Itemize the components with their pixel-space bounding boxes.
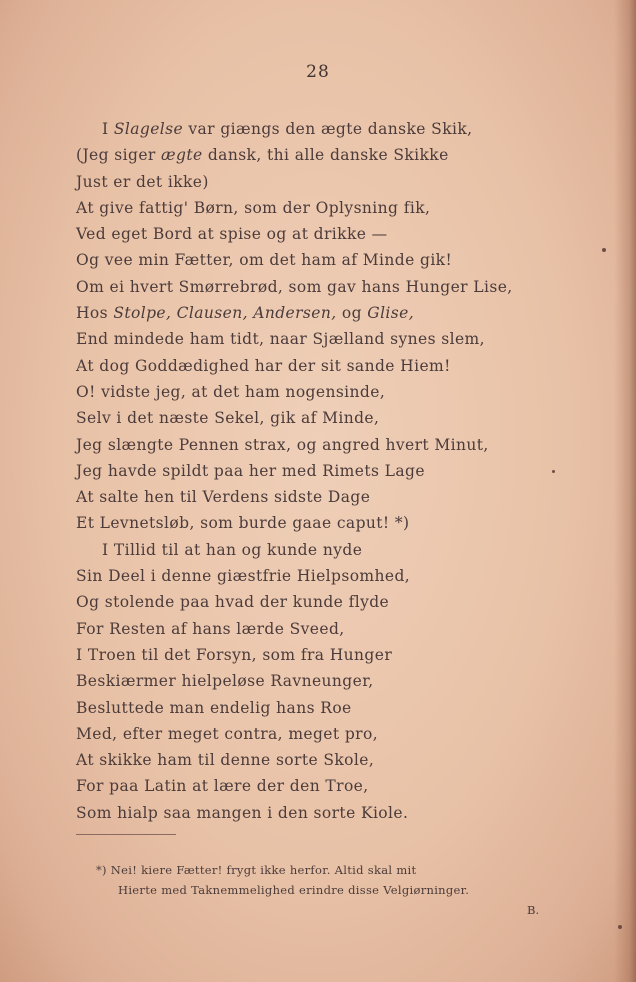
italic-name: Stolpe, Clausen, Andersen,	[113, 304, 337, 323]
poem-line	[76, 300, 616, 326]
line-text: I Tillid til at han og kunde nyde	[102, 540, 363, 559]
poem-line	[76, 353, 616, 379]
line-text: Med, efter meget contra, meget pro,	[76, 724, 379, 743]
line-text: Just er det ikke)	[76, 172, 209, 191]
paper-speck	[602, 248, 606, 252]
paper-speck	[618, 925, 622, 929]
poem-line	[76, 405, 616, 431]
line-text: I Troen til det Forsyn, som fra Hunger	[76, 645, 393, 664]
line-text: (Jeg siger	[76, 146, 162, 165]
line-text: Som hialp saa mangen i den sorte Kiole.	[76, 803, 409, 822]
poem-line	[76, 484, 616, 510]
page-number: 28	[306, 62, 330, 82]
footnote	[96, 860, 576, 900]
poem-line	[76, 510, 616, 536]
poem-line	[76, 142, 616, 168]
page-edge-shadow	[614, 0, 636, 982]
line-text: At dog Goddædighed har der sit sande Hiem!	[76, 356, 451, 375]
paper-speck	[552, 470, 555, 473]
footnote-signature: B.	[527, 903, 540, 917]
line-text: For Resten af hans lærde Sveed,	[76, 619, 345, 638]
line-text: Hos	[76, 304, 114, 323]
italic-name: Slagelse	[113, 120, 184, 138]
poem-line	[76, 773, 616, 799]
line-text: dansk, thi alle danske Skikke	[202, 146, 449, 165]
line-text: Beskiærmer hielpeløse Ravneunger,	[76, 672, 374, 691]
poem-line	[76, 379, 616, 405]
footnote-divider	[76, 834, 176, 835]
line-text: Selv i det næste Sekel, gik af Minde,	[76, 409, 380, 428]
line-text: At skikke ham til denne sorte Skole,	[76, 751, 375, 770]
poem-line	[76, 537, 616, 563]
line-text: Og stolende paa hvad der kunde flyde	[76, 593, 390, 612]
line-text: Ved eget Bord at spise og at drikke —	[76, 225, 388, 244]
poem-line	[76, 721, 616, 747]
poem-line	[76, 274, 616, 300]
line-text: Og vee min Fætter, om det ham af Minde gik!	[76, 251, 453, 270]
line-text: Jeg havde spildt paa her med Rimets Lage	[76, 461, 425, 480]
poem-line	[76, 169, 616, 195]
poem-line	[76, 642, 616, 668]
line-text: og	[336, 304, 368, 323]
line-text: Jeg slængte Pennen strax, og angred hvert Minut,	[76, 435, 489, 454]
poem-line	[76, 563, 616, 589]
poem-line	[76, 458, 616, 484]
poem-line	[76, 589, 616, 615]
italic-name: ægte	[161, 146, 203, 165]
poem-line	[76, 247, 616, 273]
poem-line	[76, 800, 616, 826]
line-text: At give fattig' Børn, som der Oplysning fik,	[76, 198, 431, 217]
line-text: Sin Deel i denne giæstfrie Hielpsomhed,	[76, 567, 411, 586]
footnote-line: *) Nei! kiere Fætter! frygt ikke herfor. Altid skal mit	[96, 863, 417, 877]
line-text: I	[102, 120, 114, 138]
line-text: Om ei hvert Smørrebrød, som gav hans Hunger Lise,	[76, 277, 513, 296]
line-text: For paa Latin at lære der den Troe,	[76, 777, 369, 796]
poem-line	[76, 695, 616, 721]
poem-line	[76, 116, 616, 142]
poem-line	[76, 668, 616, 694]
poem-line	[76, 747, 616, 773]
line-text: At salte hen til Verdens sidste Dage	[76, 488, 371, 507]
poem-line	[76, 616, 616, 642]
line-text: O! vidste jeg, at det ham nogensinde,	[76, 382, 386, 401]
line-text: var giængs den ægte danske Skik,	[183, 120, 473, 138]
line-text: Et Levnetsløb, som burde gaae caput! *)	[76, 514, 410, 533]
line-text: End mindede ham tidt, naar Sjælland synes slem,	[76, 330, 485, 349]
poem-line	[76, 432, 616, 458]
footnote-line: Hierte med Taknemmelighed erindre disse Velgiørninger.	[118, 883, 470, 897]
poem-line	[76, 326, 616, 352]
italic-name: Glise,	[367, 304, 415, 323]
poem-line	[76, 195, 616, 221]
poem-line	[76, 221, 616, 247]
line-text: Besluttede man endelig hans Roe	[76, 698, 352, 717]
poem-text	[76, 116, 616, 826]
